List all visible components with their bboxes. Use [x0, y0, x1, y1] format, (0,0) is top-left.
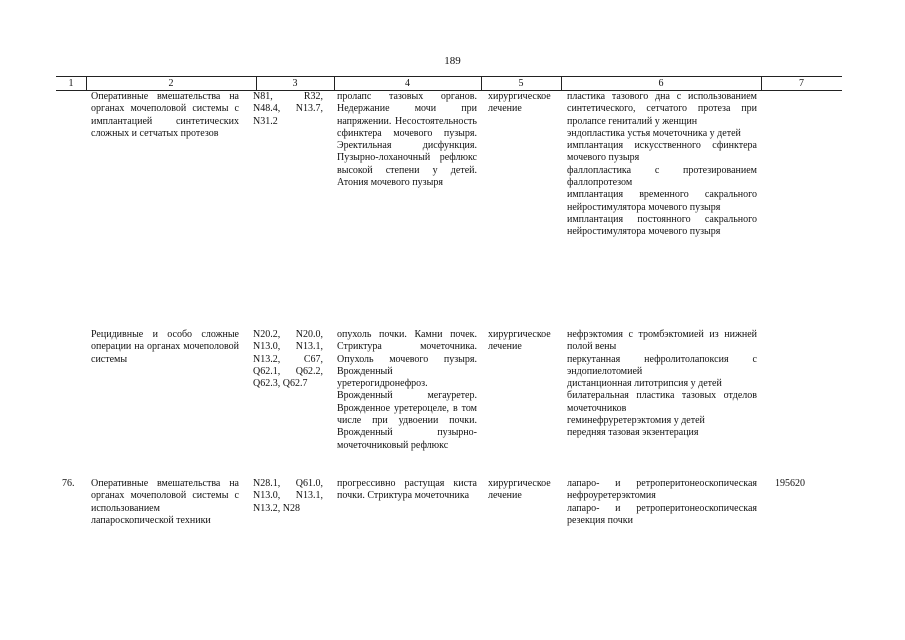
method-item: эндопластика устья мочеточника у детей	[567, 127, 741, 139]
column-header-5: 5	[518, 78, 524, 89]
method-item: билатеральная пластика тазовых отделов мочеточников	[567, 390, 757, 414]
treatment-type: хирургическое лечение	[488, 478, 551, 502]
treatment-type: хирургическое лечение	[488, 329, 551, 353]
method-item: фаллопластика с протезированием фаллопротезом	[567, 164, 757, 189]
intervention-name: Оперативные вмешательства на органах мочеполовой системы с использованием лапароскопической техники	[91, 478, 239, 526]
method-item: передняя тазовая экзентерация	[567, 427, 699, 439]
column-header-6: 6	[658, 78, 664, 89]
table-header	[56, 76, 842, 91]
icd-codes: N28.1, Q61.0, N13.0, N13.1, N13.2, N28	[253, 478, 323, 514]
treatment-methods	[567, 329, 757, 440]
method-item: геминефруретерэктомия у детей	[567, 415, 705, 427]
column-header-2: 2	[168, 78, 174, 89]
method-item: нефрэктомия с тромбэктомией из нижней полой вены	[567, 329, 757, 353]
method-item: лапаро- и ретроперитонеоскопическая нефроуретерэктомия	[567, 478, 757, 502]
column-header-7: 7	[799, 78, 804, 89]
method-item: имплантация временного сакрального нейростимулятора мочевого пузыря	[567, 189, 757, 213]
cost-value: 195620	[775, 478, 805, 489]
page-number: 189	[444, 55, 461, 67]
method-item: лапаро- и ретроперитонеоскопическая резекция почки	[567, 502, 757, 526]
column-header-1: 1	[68, 78, 74, 89]
patient-model: прогрессивно растущая киста почки. Стриктура мочеточника	[337, 478, 477, 502]
column-header-3: 3	[292, 78, 298, 89]
icd-codes: N81, R32, N48.4, N13.7, N31.2	[253, 91, 323, 127]
column-header-4: 4	[405, 78, 410, 89]
intervention-name: Оперативные вмешательства на органах мочеполовой системы с имплантацией синтетических сложных и сетчатых протезов	[91, 91, 239, 139]
treatment-methods	[567, 91, 757, 239]
method-item: имплантация постоянного сакрального нейростимулятора мочевого пузыря	[567, 213, 757, 238]
patient-model: опухоль почки. Камни почек. Стриктура мочеточника. Опухоль мочевого пузыря. Врожденный уретерогидронефроз. Врожденный мегауретер. Врожденное уретероцеле, в том числе при удвоении почки. Врожденный пузырно-мочеточниковый рефлюкс	[337, 329, 477, 451]
icd-codes: N20.2, N20.0, N13.0, N13.1, N13.2, C67, Q62.1, Q62.2, Q62.3, Q62.7	[253, 329, 323, 390]
method-item: пластика тазового дна с использованием синтетического, сетчатого протеза при пролапсе гениталий у женщин	[567, 91, 757, 127]
method-item: имплантация искусственного сфинктера мочевого пузыря	[567, 140, 757, 164]
treatment-methods	[567, 478, 757, 527]
intervention-name: Рецидивные и особо сложные операции на органах мочеполовой системы	[91, 329, 239, 365]
patient-model: пролапс тазовых органов. Недержание мочи при напряжении. Несостоятельность сфинктера мочевого пузыря. Эректильная дисфункция. Пузырно-лоханочный рефлюкс высокой степени у детей. Атония мочевого пузыря	[337, 91, 477, 189]
method-item: перкутанная нефролитолапоксия с эндопиелотомией	[567, 353, 757, 377]
method-item: дистанционная литотрипсия у детей	[567, 378, 722, 390]
row-number: 76.	[62, 478, 75, 489]
treatment-type: хирургическое лечение	[488, 91, 551, 115]
